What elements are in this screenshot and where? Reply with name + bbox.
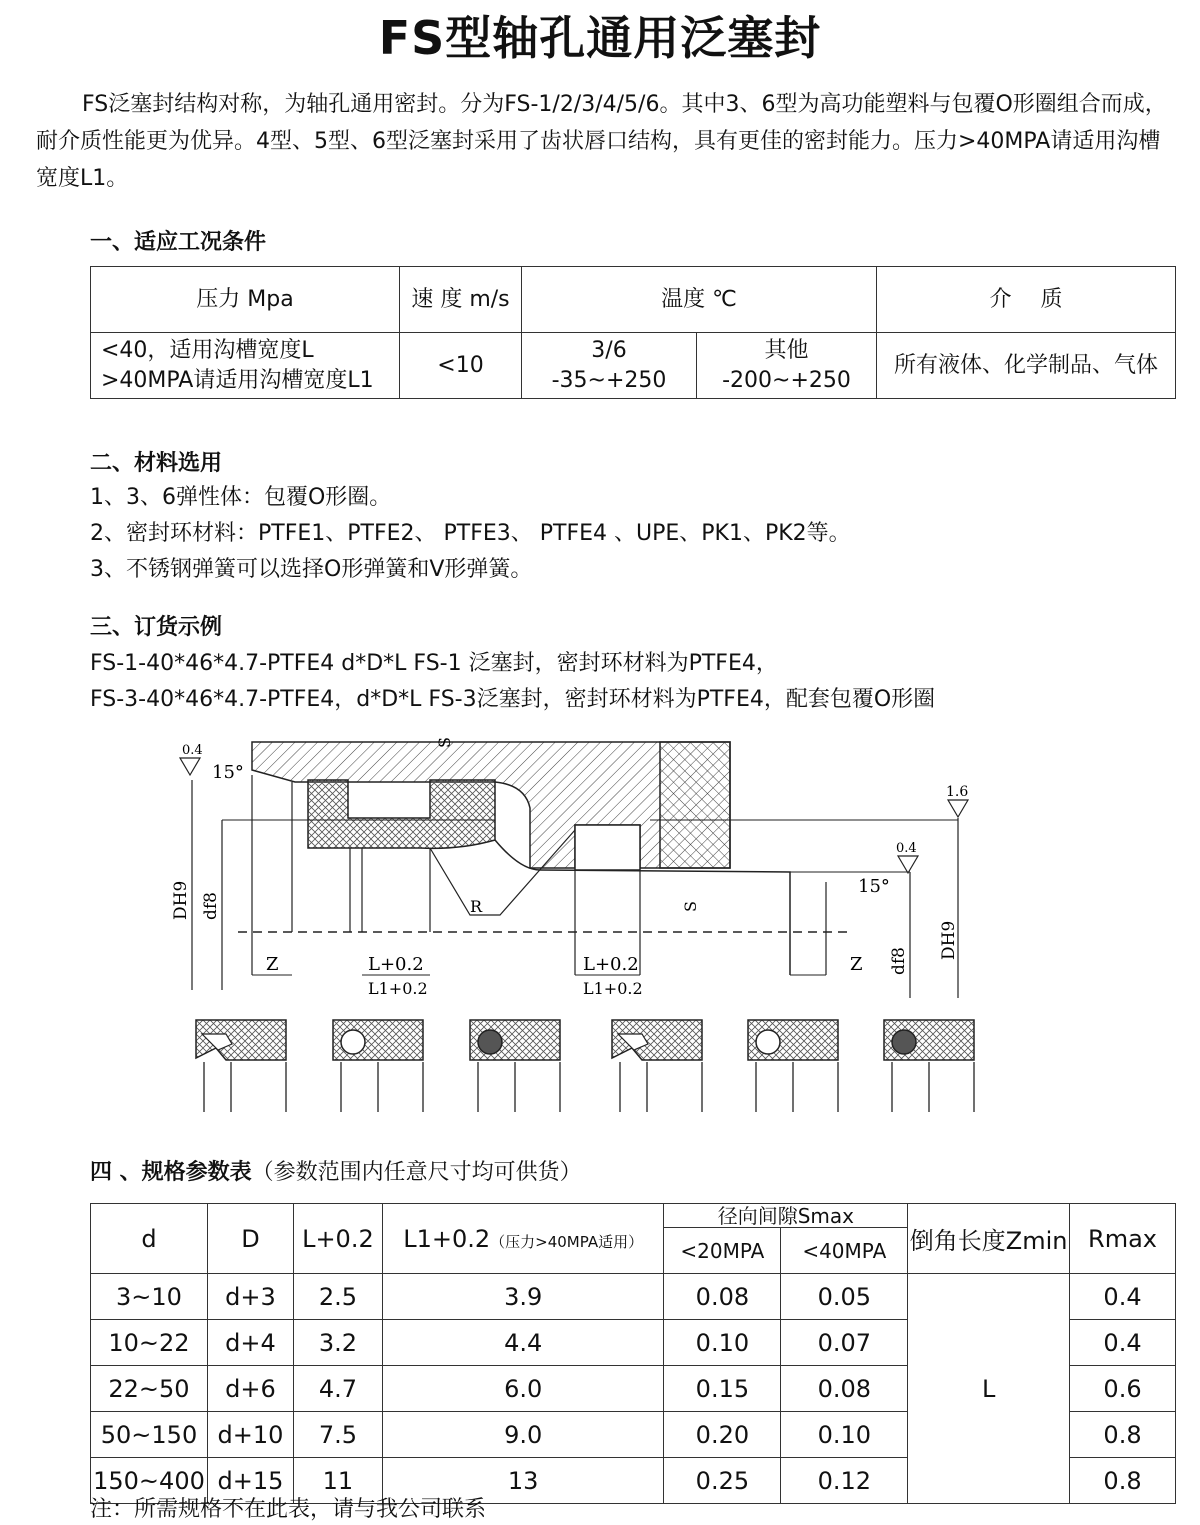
conditions-table [90,266,1176,399]
cell-L: 7.5 [293,1412,382,1458]
cell-D: d+4 [207,1320,293,1366]
cell-L1: 3.9 [382,1274,664,1320]
label-r: R [470,897,483,916]
pressure-line-2: >40MPA请适用沟槽宽度L1 [101,367,374,393]
cell-r: 0.4 [1070,1320,1176,1366]
cell-temp-a [522,333,697,399]
label-l-1: L+0.2 [368,954,424,975]
cell-temp-b [697,333,877,399]
material-line-3: 3、不锈钢弹簧可以选择O形弹簧和V形弹簧。 [90,557,533,582]
cell-r: 0.4 [1070,1274,1176,1320]
angle-right: 15° [858,876,890,897]
material-line-1: 1、3、6弹性体：包覆O形圈。 [90,485,392,510]
seal-type-1 [196,1020,286,1112]
temp-a-line-2: -35~+250 [551,367,667,393]
roughness-left: 0.4 [182,743,203,758]
cell-d: 22~50 [91,1366,208,1412]
housing-right-block [660,742,730,868]
label-dh9-right: DH9 [939,920,959,960]
seal-type-5 [748,1020,838,1112]
cell-d: 3~10 [91,1274,208,1320]
footer-note: 注：所需规格不在此表，请与我公司联系 [90,1497,487,1522]
seal-type-2 [333,1020,423,1112]
section4-heading-note: （参数范围内任意尺寸均可供货） [251,1160,582,1185]
pressure-line-1: <40，适用沟槽宽度L [101,337,314,363]
cell-s20: 0.10 [664,1320,781,1366]
cell-r: 0.6 [1070,1366,1176,1412]
page-title: FS型轴孔通用泛塞封 [378,11,822,65]
cell-d: 150~400 [91,1458,208,1504]
label-l1-1: L1+0.2 [368,979,428,998]
cell-L1: 13 [382,1458,664,1504]
col-r: Rmax [1070,1204,1176,1274]
section4-title: 四 、规格参数表 [90,1160,252,1185]
label-df8-right: df8 [889,947,909,975]
section2-heading: 二、材料选用 [90,451,223,476]
spec-table [90,1203,1176,1504]
installation-diagram [0,720,1200,1130]
cell-s40: 0.07 [781,1320,908,1366]
seal-type-3 [470,1020,560,1112]
label-dh9-left: DH9 [171,880,191,920]
cell-L: 2.5 [293,1274,382,1320]
seal-type-6 [884,1020,974,1112]
cell-r: 0.8 [1070,1458,1176,1504]
seal-profile-left [308,780,495,848]
cell-s40: 0.10 [781,1412,908,1458]
col-L1-label: L1+0.2 [403,1224,491,1253]
label-l1-2: L1+0.2 [583,979,643,998]
temp-b-line-1: 其他 [764,337,809,363]
cell-d: 10~22 [91,1320,208,1366]
label-df8-left: df8 [201,892,221,920]
seal-type-4 [612,1020,702,1112]
section4-heading [90,1155,582,1186]
col-L: L+0.2 [293,1204,382,1274]
col-z: 倒角长度Zmin [908,1204,1070,1274]
gland-block [575,825,640,870]
col-L1-note: （压力>40MPA适用） [490,1232,644,1251]
angle-left: 15° [212,762,244,783]
col-gap-40: <40MPA [781,1228,908,1274]
cell-s40: 0.08 [781,1366,908,1412]
header-speed: 速 度 m/s [400,267,522,333]
cell-s20: 0.20 [664,1412,781,1458]
table-row [91,1274,1176,1320]
cell-s20: 0.15 [664,1366,781,1412]
cell-s20: 0.25 [664,1458,781,1504]
cell-s40: 0.12 [781,1458,908,1504]
cell-r: 0.8 [1070,1412,1176,1458]
label-s-top: S [435,737,454,748]
cell-L: 11 [293,1458,382,1504]
cell-D: d+3 [207,1274,293,1320]
cell-L1: 6.0 [382,1366,664,1412]
order-example-2: FS-3-40*46*4.7-PTFE4，d*D*L FS-3泛塞封，密封环材料为PTFE4，配套包覆O形圈 [90,687,936,712]
cell-d: 50~150 [91,1412,208,1458]
cell-medium: 所有液体、化学制品、气体 [877,333,1176,399]
cell-L: 4.7 [293,1366,382,1412]
header-temperature: 温度 ℃ [522,267,877,333]
section3-heading: 三、订货示例 [90,615,223,640]
col-gap-20: <20MPA [664,1228,781,1274]
header-pressure: 压力 Mpa [91,267,400,333]
cell-L1: 4.4 [382,1320,664,1366]
col-D: D [207,1204,293,1274]
roughness-right-top: 1.6 [946,784,969,800]
cell-speed: <10 [400,333,522,399]
col-gap: 径向间隙Smax [664,1204,908,1228]
intro-paragraph: FS泛塞封结构对称，为轴孔通用密封。分为FS-1/2/3/4/5/6。其中3、6型为高功能塑料与包覆O形圈组合而成，耐介质性能更为优异。4型、5型、6型泛塞封采用了齿状唇口结构，具有更佳的密封能力。压力>40MPA请适用沟槽宽度L1。 [36,92,1167,191]
label-s-mid: S [681,901,700,912]
cell-z: L [908,1274,1070,1504]
cell-D: d+10 [207,1412,293,1458]
header-medium: 介 质 [877,267,1176,333]
roughness-right: 0.4 [896,841,917,856]
cell-s20: 0.08 [664,1274,781,1320]
temp-a-line-1: 3/6 [591,337,627,363]
material-line-2: 2、密封环材料：PTFE1、PTFE2、 PTFE3、 PTFE4 、UPE、PK1、PK2等。 [90,521,851,546]
cell-D: d+6 [207,1366,293,1412]
label-z-left: Z [266,954,279,975]
temp-b-line-2: -200~+250 [722,367,851,393]
cell-s40: 0.05 [781,1274,908,1320]
cell-D: d+15 [207,1458,293,1504]
col-L1 [382,1204,664,1274]
cell-L1: 9.0 [382,1412,664,1458]
order-example-1: FS-1-40*46*4.7-PTFE4 d*D*L FS-1 泛塞封，密封环材料为PTFE4， [90,651,778,676]
cell-pressure [91,333,400,399]
label-z-right: Z [850,954,863,975]
section1-heading: 一、适应工况条件 [90,230,267,255]
col-d: d [91,1204,208,1274]
label-l-2: L+0.2 [583,954,639,975]
cell-L: 3.2 [293,1320,382,1366]
